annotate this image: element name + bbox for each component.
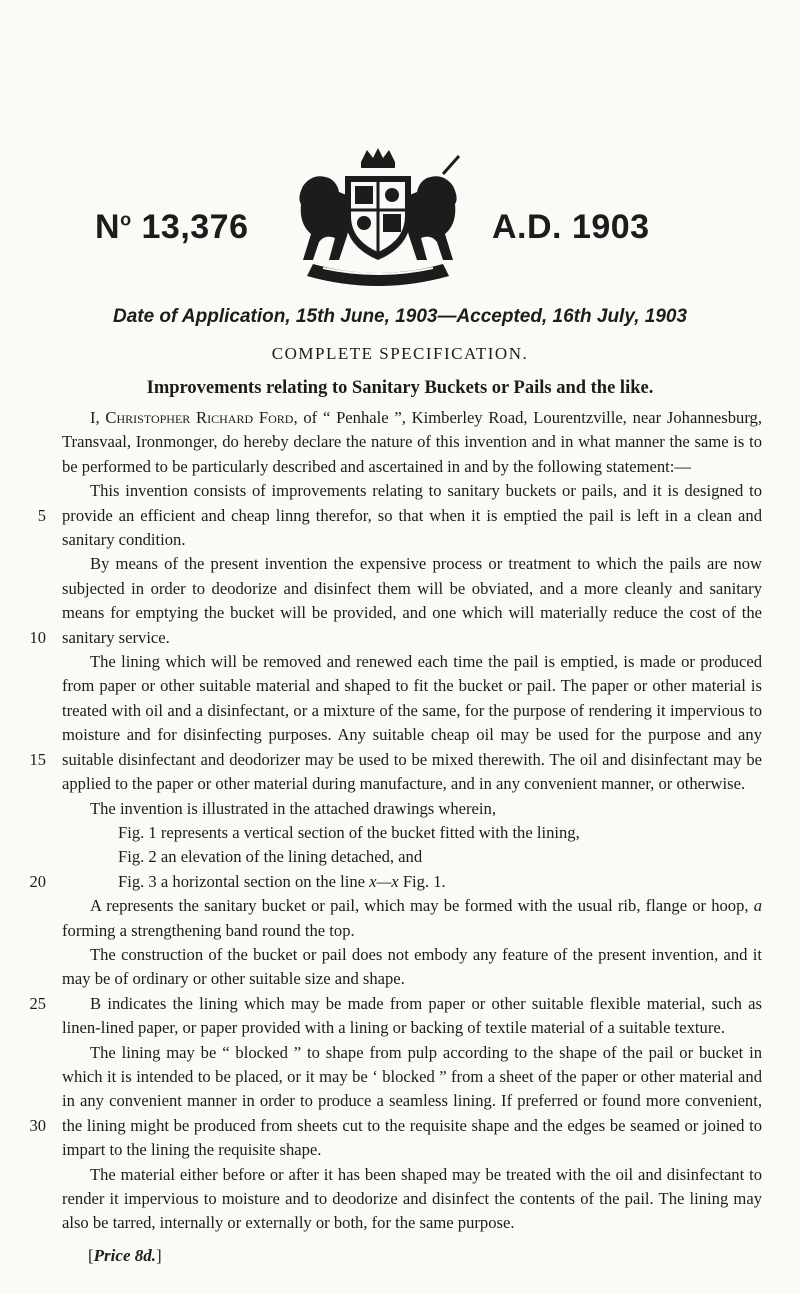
patent-header xyxy=(0,140,800,300)
paragraph: This invention consists of improvements relating to sanitary buckets or pails, and it is designed to provide an efficient and cheap linng therefor, so that when it is emptied the pail is left in a clean and sanitary condition. xyxy=(62,481,762,550)
paragraph: The invention is illustrated in the attached drawings wherein, xyxy=(90,798,496,818)
patent-number: $N^o$ 13,376 xyxy=(95,208,249,246)
price-note: [Price 8d.] xyxy=(88,1246,162,1265)
specification-body xyxy=(62,406,762,1236)
paragraph: The lining which will be removed and renewed each time the pail is emptied, is made or produced from paper or other suitable material and shaped to fit the bucket or pail. The paper or other material is treated with oil and a disinfectant, or a mixture of the same, for the purpose of rendering it impervious to moisture and for disinfecting purposes. Any suitable cheap oil may be used for the purpose and any suitable disinfectant and deodorizer may be used to be mixed therewith. The oil and disinfectant may be applied to the paper or other material during manufacture, and in any convenient manner, or otherwise. xyxy=(62,652,762,794)
paragraph: B indicates the lining which may be made from paper or other suitable flexible material, such as linen-lined paper, or paper provided with a lining or backing of textile material of a suitable texture. xyxy=(62,993,762,1038)
paragraph: By means of the present invention the expensive process or treatment to which the pails are now subjected in order to deodorize and disinfect them will be obviated, and a more cleanly and sanitary means for emptying the bucket will be provided, and one which will materially reduce the cost of the sanitary service. xyxy=(62,554,762,647)
figure-description: Fig. 3 a horizontal section on the line x—x Fig. 1. xyxy=(118,871,446,891)
paragraph: A represents the sanitary bucket or pail, which may be formed with the usual rib, flange or hoop, a forming a strengthening band round the top. xyxy=(62,896,762,940)
line-number: 5 xyxy=(37,505,46,525)
figure-description: Fig. 1 represents a vertical section of the bucket fitted with the lining, xyxy=(118,822,580,842)
specification-heading: COMPLETE SPECIFICATION. xyxy=(271,344,529,363)
line-number: 15 xyxy=(29,749,46,769)
paragraph: The construction of the bucket or pail does not embody any feature of the present invention, and it may be of ordinary or other suitable size and shape. xyxy=(62,944,762,989)
figure-description: Fig. 2 an elevation of the lining detached, and xyxy=(118,847,423,867)
application-year: A.D. 1903 xyxy=(492,208,650,246)
paragraph: The material either before or after it has been shaped may be treated with the oil and disinfectant to render it impervious to moisture and to deodorize and disinfect the contents of the pail. The lining may also be tarred, internally or externally or both, for the same purpose. xyxy=(62,1164,762,1233)
paragraph: The lining may be “ blocked ” to shape from pulp according to the shape of the pail or bucket in which it is intended to be placed, or it may be ‘ blocked ” from a sheet of the paper or other material and in any convenient manner in order to produce a seamless lining. If preferred or found more convenient, the lining might be produced from sheets cut to the requisite shape and the edges be seamed or joined to impart to the lining the requisite shape. xyxy=(62,1042,762,1160)
application-dates: Date of Application, 15th June, 1903—Accepted, 16th July, 1903 xyxy=(112,306,688,327)
line-number: 30 xyxy=(29,1115,46,1135)
inventor-name: I, Christopher Richard Ford, xyxy=(90,408,298,427)
line-number: 10 xyxy=(29,627,46,647)
line-number: 25 xyxy=(29,993,46,1013)
intro-paragraph: I, Christopher Richard Ford, of “ Penhale ”, Kimberley Road, Lourentzville, near Johannesburg, Transvaal, Ironmonger, do hereby declare the nature of this invention and in what manner the same is to be performed to be particularly described and ascertained in and by the following statement:— xyxy=(62,408,763,476)
invention-title: Improvements relating to Sanitary Buckets or Pails and the like. xyxy=(146,378,654,398)
royal-coat-of-arms-icon xyxy=(283,146,473,286)
line-number: 20 xyxy=(29,871,46,891)
